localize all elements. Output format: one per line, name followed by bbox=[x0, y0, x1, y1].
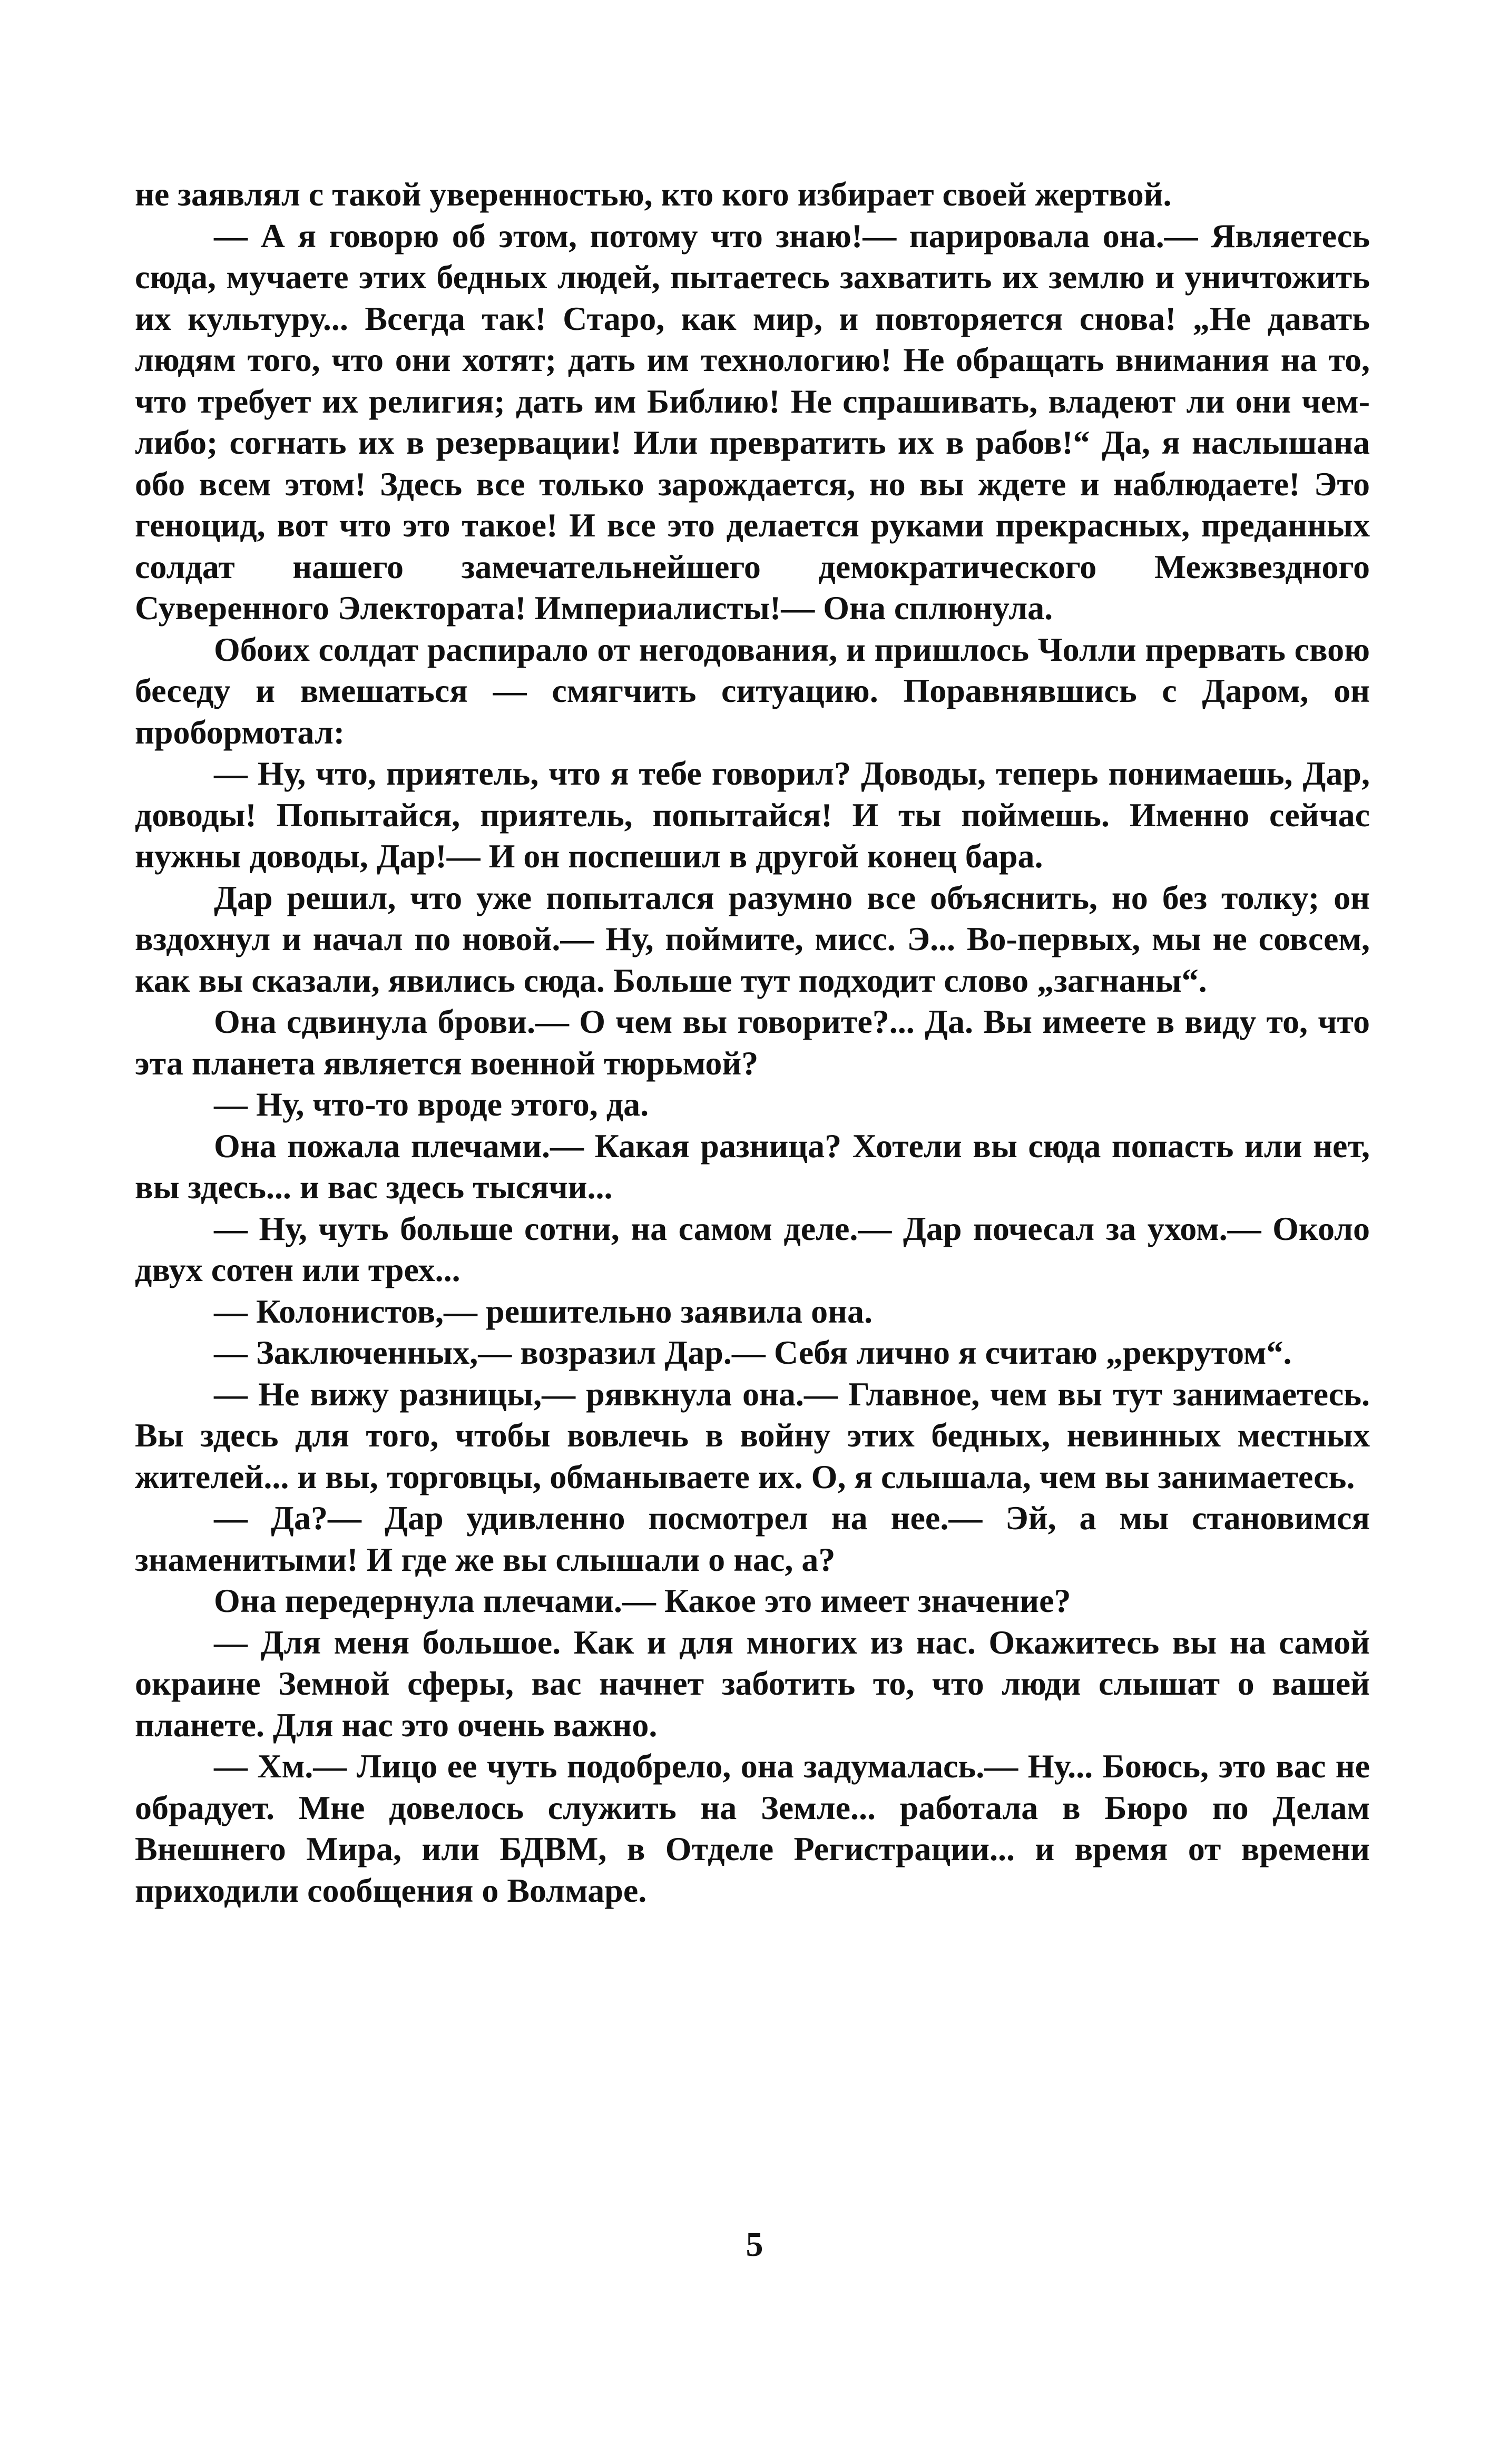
paragraph: — Ну, что-то вроде этого, да. bbox=[214, 1086, 649, 1123]
paragraph: — Хм.— Лицо ее чуть подобрело, она задумалась.— Ну... Боюсь, это вас не обрадует. Мне довелось служить на Земле... работала в Бюро по Делам Внешнего Мира, или БДВМ, в Отделе Регистрации... и время от времени приходили сообщения о Волмаре. bbox=[135, 1747, 1370, 1909]
paragraph: Дар решил, что уже попытался разумно все объяснить, но без толку; он вздохнул и начал по новой.— Ну, поймите, мисс. Э... Во-первых, мы не совсем, как вы сказали, явились сюда. Больше тут подходит слово „загнаны“. bbox=[135, 878, 1370, 999]
paragraph: — Ну, что, приятель, что я тебе говорил? Доводы, теперь понимаешь, Дар, доводы! Попытайся, приятель, попытайся! И ты поймешь. Именно сейчас нужны доводы, Дар!— И он поспешил в другой конец бара. bbox=[135, 755, 1370, 875]
paragraph: — Не вижу разницы,— рявкнула она.— Главное, чем вы тут занимаетесь. Вы здесь для того, чтобы вовлечь в войну этих бедных, невинных местных жителей... и вы, торговцы, обманываете их. О, я слышала, чем вы занимаетесь. bbox=[135, 1375, 1370, 1495]
paragraph: — Для меня большое. Как и для многих из нас. Окажитесь вы на самой окраине Земной сферы, вас начнет заботить то, что люди слышат о вашей планете. Для нас это очень важно. bbox=[135, 1623, 1370, 1744]
paragraph: — Колонистов,— решительно заявила она. bbox=[214, 1292, 873, 1330]
paragraph: Она пожала плечами.— Какая разница? Хотели вы сюда попасть или нет, вы здесь... и вас здесь тысячи... bbox=[135, 1127, 1370, 1206]
page-body bbox=[135, 174, 1370, 1911]
paragraph: — Ну, чуть больше сотни, на самом деле.— Дар почесал за ухом.— Около двух сотен или трех... bbox=[135, 1209, 1370, 1288]
page-number: 5 bbox=[746, 2225, 763, 2264]
paragraph: — Заключенных,— возразил Дар.— Себя лично я считаю „рекрутом“. bbox=[214, 1334, 1292, 1371]
paragraph: Она передернула плечами.— Какое это имеет значение? bbox=[214, 1582, 1071, 1619]
paragraph: не заявлял с такой уверенностью, кто кого избирает своей жертвой. bbox=[135, 175, 1172, 213]
paragraph: Обоих солдат распирало от негодования, и пришлось Чолли прервать свою беседу и вмешаться — смягчить ситуацию. Поравнявшись с Даром, он пробормотал: bbox=[135, 630, 1370, 751]
paragraph: Она сдвинула брови.— О чем вы говорите?... Да. Вы имеете в виду то, что эта планета является военной тюрьмой? bbox=[135, 1003, 1370, 1082]
paragraph: — Да?— Дар удивленно посмотрел на нее.— Эй, а мы становимся знаменитыми! И где же вы слышали о нас, а? bbox=[135, 1499, 1370, 1578]
paragraph: — А я говорю об этом, потому что знаю!— парировала она.— Являетесь сюда, мучаете этих бедных людей, пытаетесь захватить их землю и уничтожить их культуру... Всегда так! Старо, как мир, и повторяется снова! „Не давать людям того, что они хотят; дать им технологию! Не обращать внимания на то, что требует их религия; дать им Библию! Не спрашивать, владеют ли они чем-либо; согнать их в резервации! Или превратить их в рабов!“ Да, я наслышана обо всем этом! Здесь все только зарождается, но вы ждете и наблюдаете! Это геноцид, вот что это такое! И все это делается руками прекрасных, преданных солдат нашего замечательнейшего демократического Межзвездного Суверенного Электората! Империалисты!— Она сплюнула. bbox=[135, 217, 1370, 627]
